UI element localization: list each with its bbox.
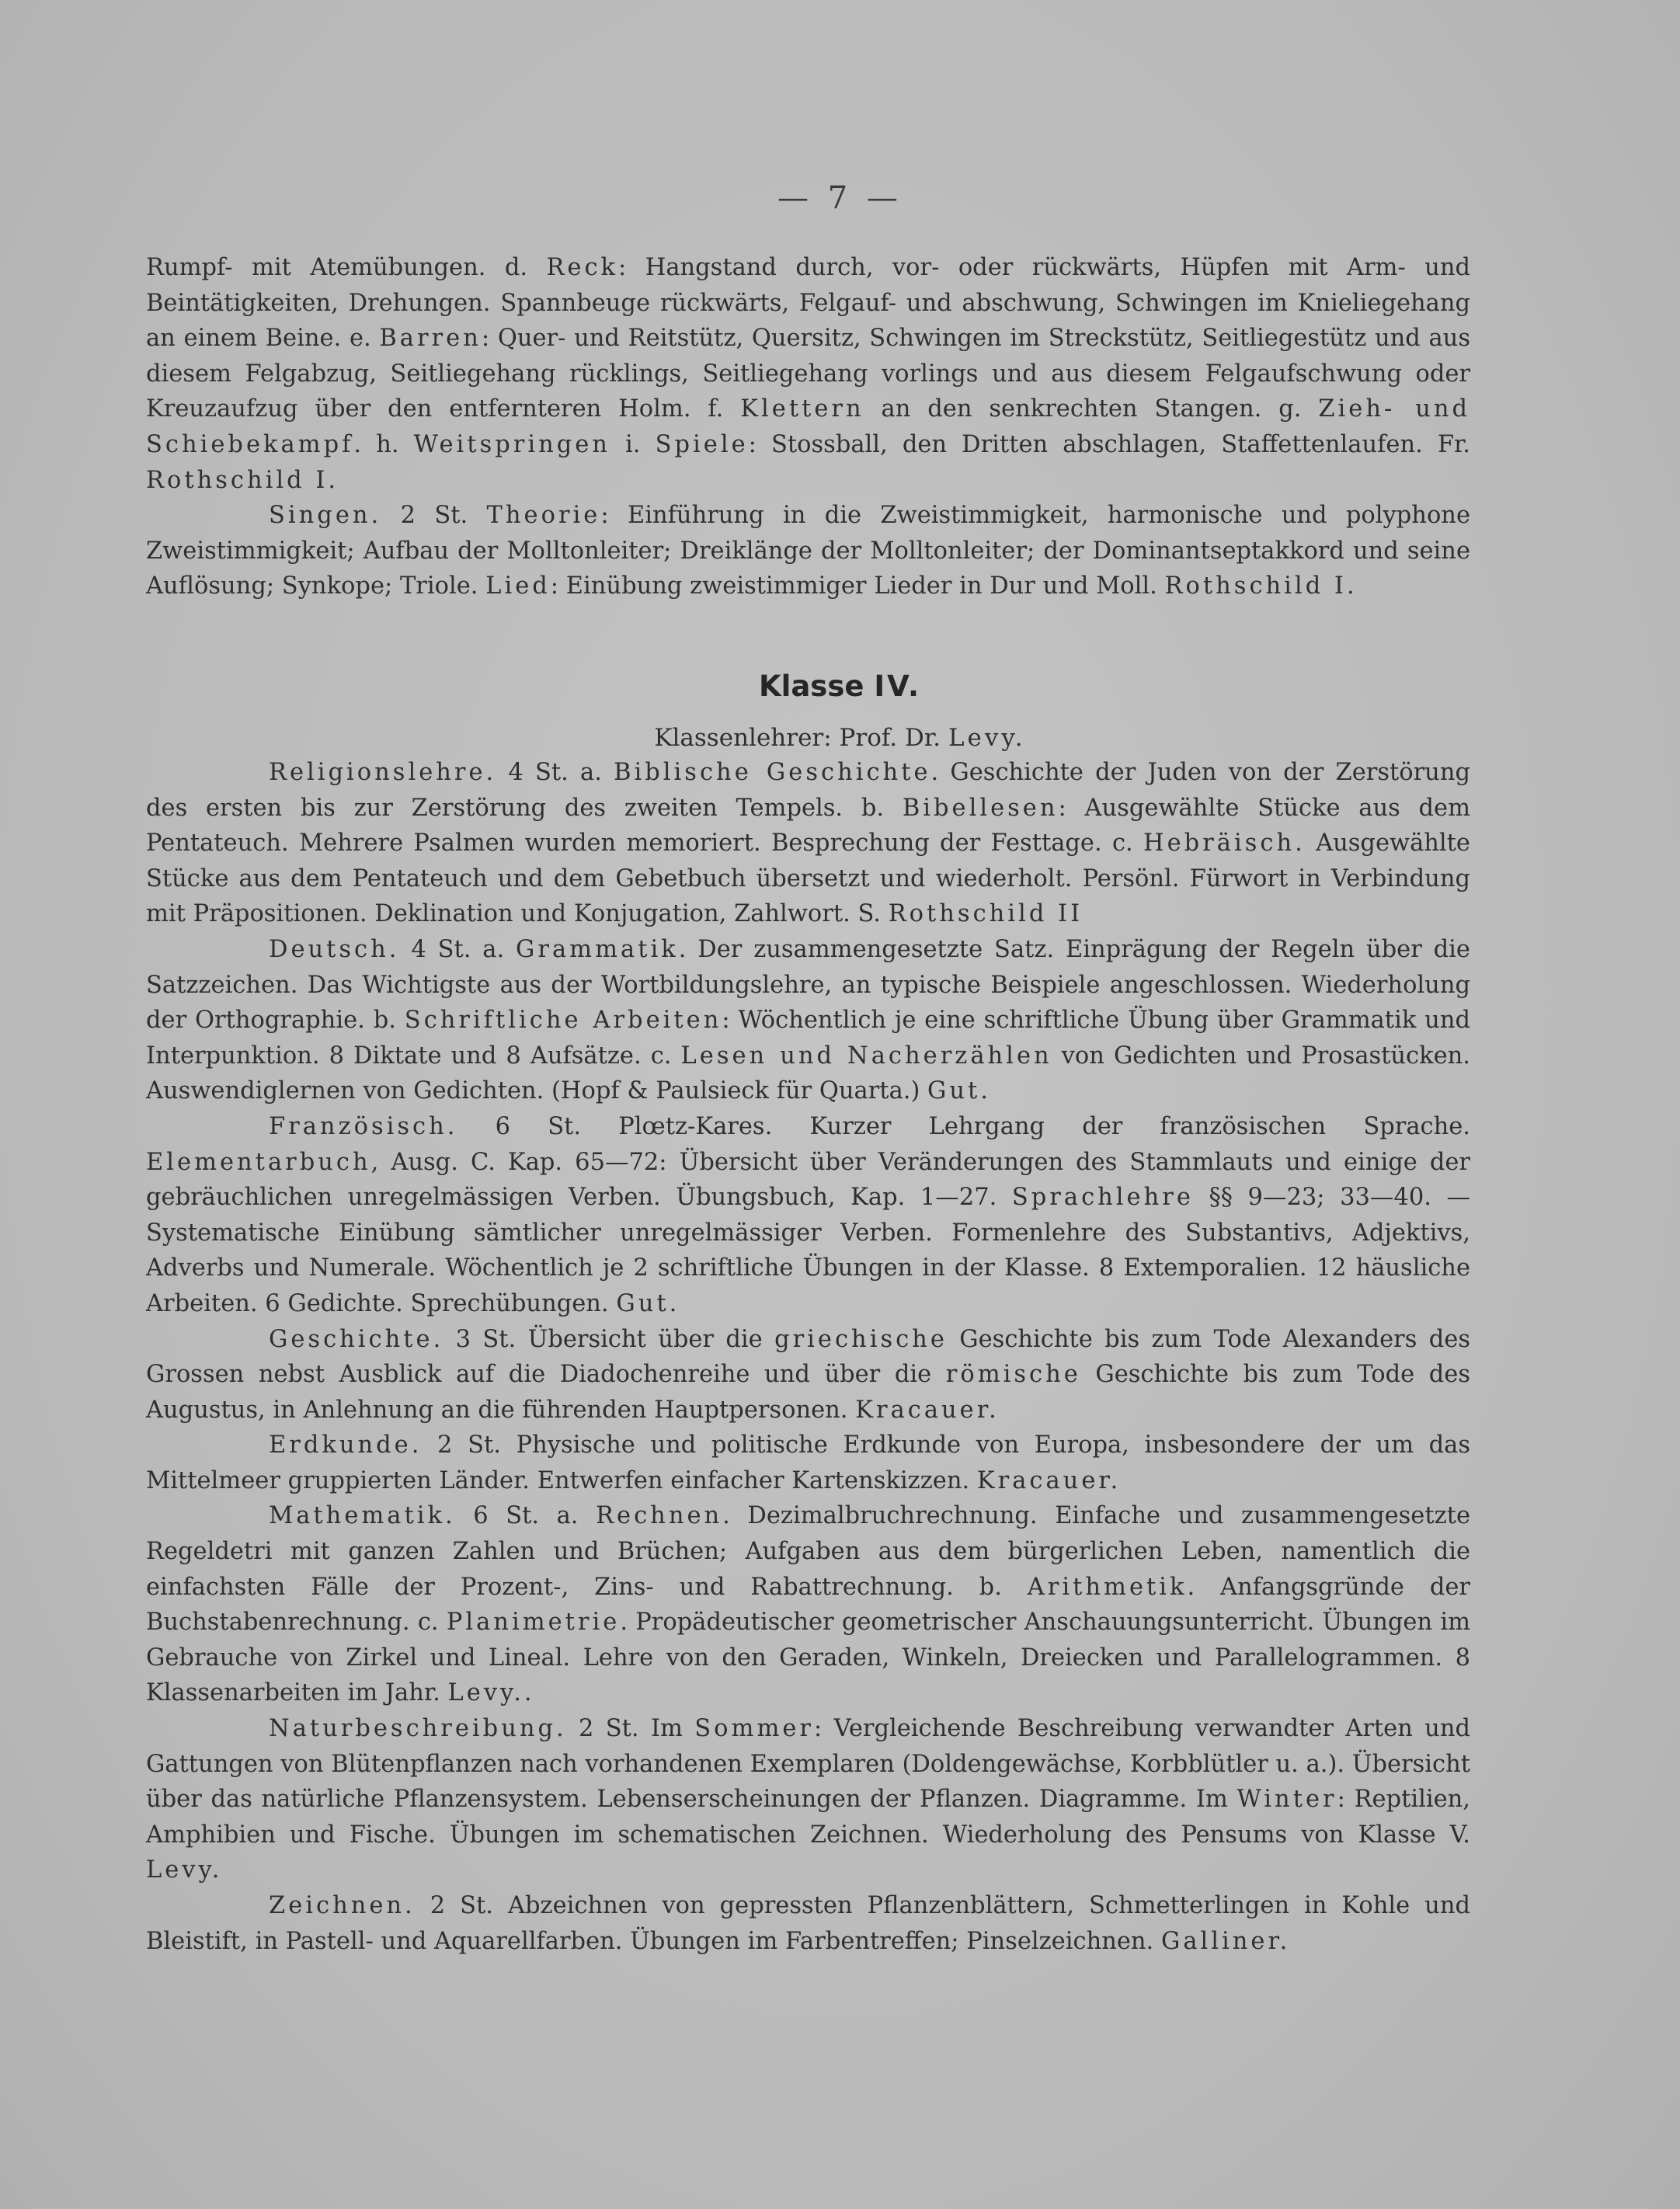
paragraph-franzoesisch: Französisch. 6 St. Plœtz-Kares. Kurzer Lehrgang der französischen Sprache. Elementarbuch, Ausg. C. Kap. 65—72: Übersicht über Veränderungen des Stammlauts und einige der gebräuchlichen unregelmässigen Verben. Übungsbuch, Kap. 1—27. Sprachlehre §§ 9—23; 33—40. — Systematische Einübung sämtlicher unregelmässiger Verben. Formenlehre des Substantivs, Adjektivs, Adverbs und Numerale. Wöchentlich je 2 schriftliche Übungen in der Klasse. 8 Extemporalien. 12 häusliche Arbeiten. 6 Gedichte. Sprechübungen. Gut. (146, 1112, 1470, 1317)
page-number: — 7 — (777, 180, 903, 216)
paragraph-religion: Religionslehre. 4 St. a. Biblische Geschichte. Geschichte der Juden von der Zerstörung des ersten bis zur Zerstörung des zweiten Tempels. b. Bibellesen: Ausgewählte Stücke aus dem Pentateuch. Mehrere Psalmen wurden memoriert. Besprechung der Festtage. c. Hebräisch. Ausgewählte Stücke aus dem Pentateuch und dem Gebetbuch übersetzt und wiederholt. Persönl. Fürwort in Verbindung mit Präpositionen. Deklination und Konjugation, Zahlwort. S. Rothschild II (146, 759, 1470, 928)
paragraph-geschichte: Geschichte. 3 St. Übersicht über die griechische Geschichte bis zum Tode Alexanders des Grossen nebst Ausblick auf die Diadochenreihe und über die römische Geschichte bis zum Tode des Augustus, in Anlehnung an die führenden Hauptpersonen. Kracauer. (146, 1325, 1470, 1424)
top-section (146, 250, 1470, 604)
paragraph-turnen-continuation: Rumpf- mit Atemübungen. d. Reck: Hangstand durch, vor- oder rückwärts, Hüpfen mit Arm- und Beintätigkeiten, Drehungen. Spannbeuge rückwärts, Felgauf- und abschwung, Schwingen im Knieliegehang an einem Beine. e. Barren: Quer- und Reitstütz, Quersitz, Schwingen im Streckstütz, Seitliegestütz und aus diesem Felgabzug, Seitliegehang rücklings, Seitliegehang vorlings und aus diesem Felgaufschwung oder Kreuzaufzug über den entfernteren Holm. f. Klettern an den senkrechten Stangen. g. Zieh- und Schiebekampf. h. Weitspringen i. Spiele: Stossball, den Dritten abschlagen, Staffettenlaufen. Fr. Rothschild I. (146, 254, 1471, 494)
subjects-section (146, 755, 1470, 1959)
class-teacher: Klassenlehrer: Prof. Dr. Levy. (654, 724, 1026, 752)
paragraph-zeichnen: Zeichnen. 2 St. Abzeichnen von gepressten Pflanzenblättern, Schmetterlingen in Kohle und Bleistift, in Pastell- und Aquarellfarben. Übungen im Farbentreffen; Pinselzeichnen. Galliner. (146, 1892, 1470, 1955)
paragraph-singen: Singen. 2 St. Theorie: Einführung in die Zweistimmigkeit, harmonische und polyphone Zweistimmigkeit; Aufbau der Molltonleiter; Dreiklänge der Molltonleiter; der Dominantseptakkord und seine Auflösung; Synkope; Triole. Lied: Einübung zweistimmiger Lieder in Dur und Moll. Rothschild I. (146, 502, 1471, 600)
paragraph-naturbeschreibung: Naturbeschreibung. 2 St. Im Sommer: Vergleichende Beschreibung verwandter Arten und Gattungen von Blütenpflanzen nach vorhandenen Exemplaren (Doldengewächse, Korbblütler u. a.). Übersicht über das natürliche Pflanzensystem. Lebenserscheinungen der Pflanzen. Diagramme. Im Winter: Reptilien, Amphibien und Fische. Übungen im schematischen Zeichnen. Wiederholung des Pensums von Klasse V. Levy. (146, 1715, 1470, 1884)
class-heading: Klasse IV. (758, 670, 922, 703)
paragraph-mathematik: Mathematik. 6 St. a. Rechnen. Dezimalbruchrechnung. Einfache und zusammengesetzte Regeldetri mit ganzen Zahlen und Brüchen; Aufgaben aus dem bürgerlichen Leben, namentlich die einfachsten Fälle der Prozent-, Zins- und Rabattrechnung. b. Arithmetik. Anfangsgründe der Buchstabenrechnung. c. Planimetrie. Propädeutischer geometrischer Anschauungsunterricht. Übungen im Gebrauche von Zirkel und Lineal. Lehre von den Geraden, Winkeln, Dreiecken und Parallelogrammen. 8 Klassenarbeiten im Jahr. Levy.. (146, 1502, 1471, 1707)
paragraph-deutsch: Deutsch. 4 St. a. Grammatik. Der zusammengesetzte Satz. Einprägung der Regeln über die Satzzeichen. Das Wichtigste aus der Wortbildungslehre, an typische Beispiele angeschlossen. Wiederholung der Orthographie. b. Schriftliche Arbeiten: Wöchentlich je eine schriftliche Übung über Grammatik und Interpunktion. 8 Diktate und 8 Aufsätze. c. Lesen und Nacherzählen von Gedichten und Prosastücken. Auswendiglernen von Gedichten. (Hopf & Paulsieck für Quarta.) Gut. (146, 935, 1471, 1105)
paragraph-erdkunde: Erdkunde. 2 St. Physische und politische Erdkunde von Europa, insbesondere der um das Mittelmeer gruppierten Länder. Entwerfen einfacher Kartenskizzen. Kracauer. (146, 1432, 1470, 1494)
